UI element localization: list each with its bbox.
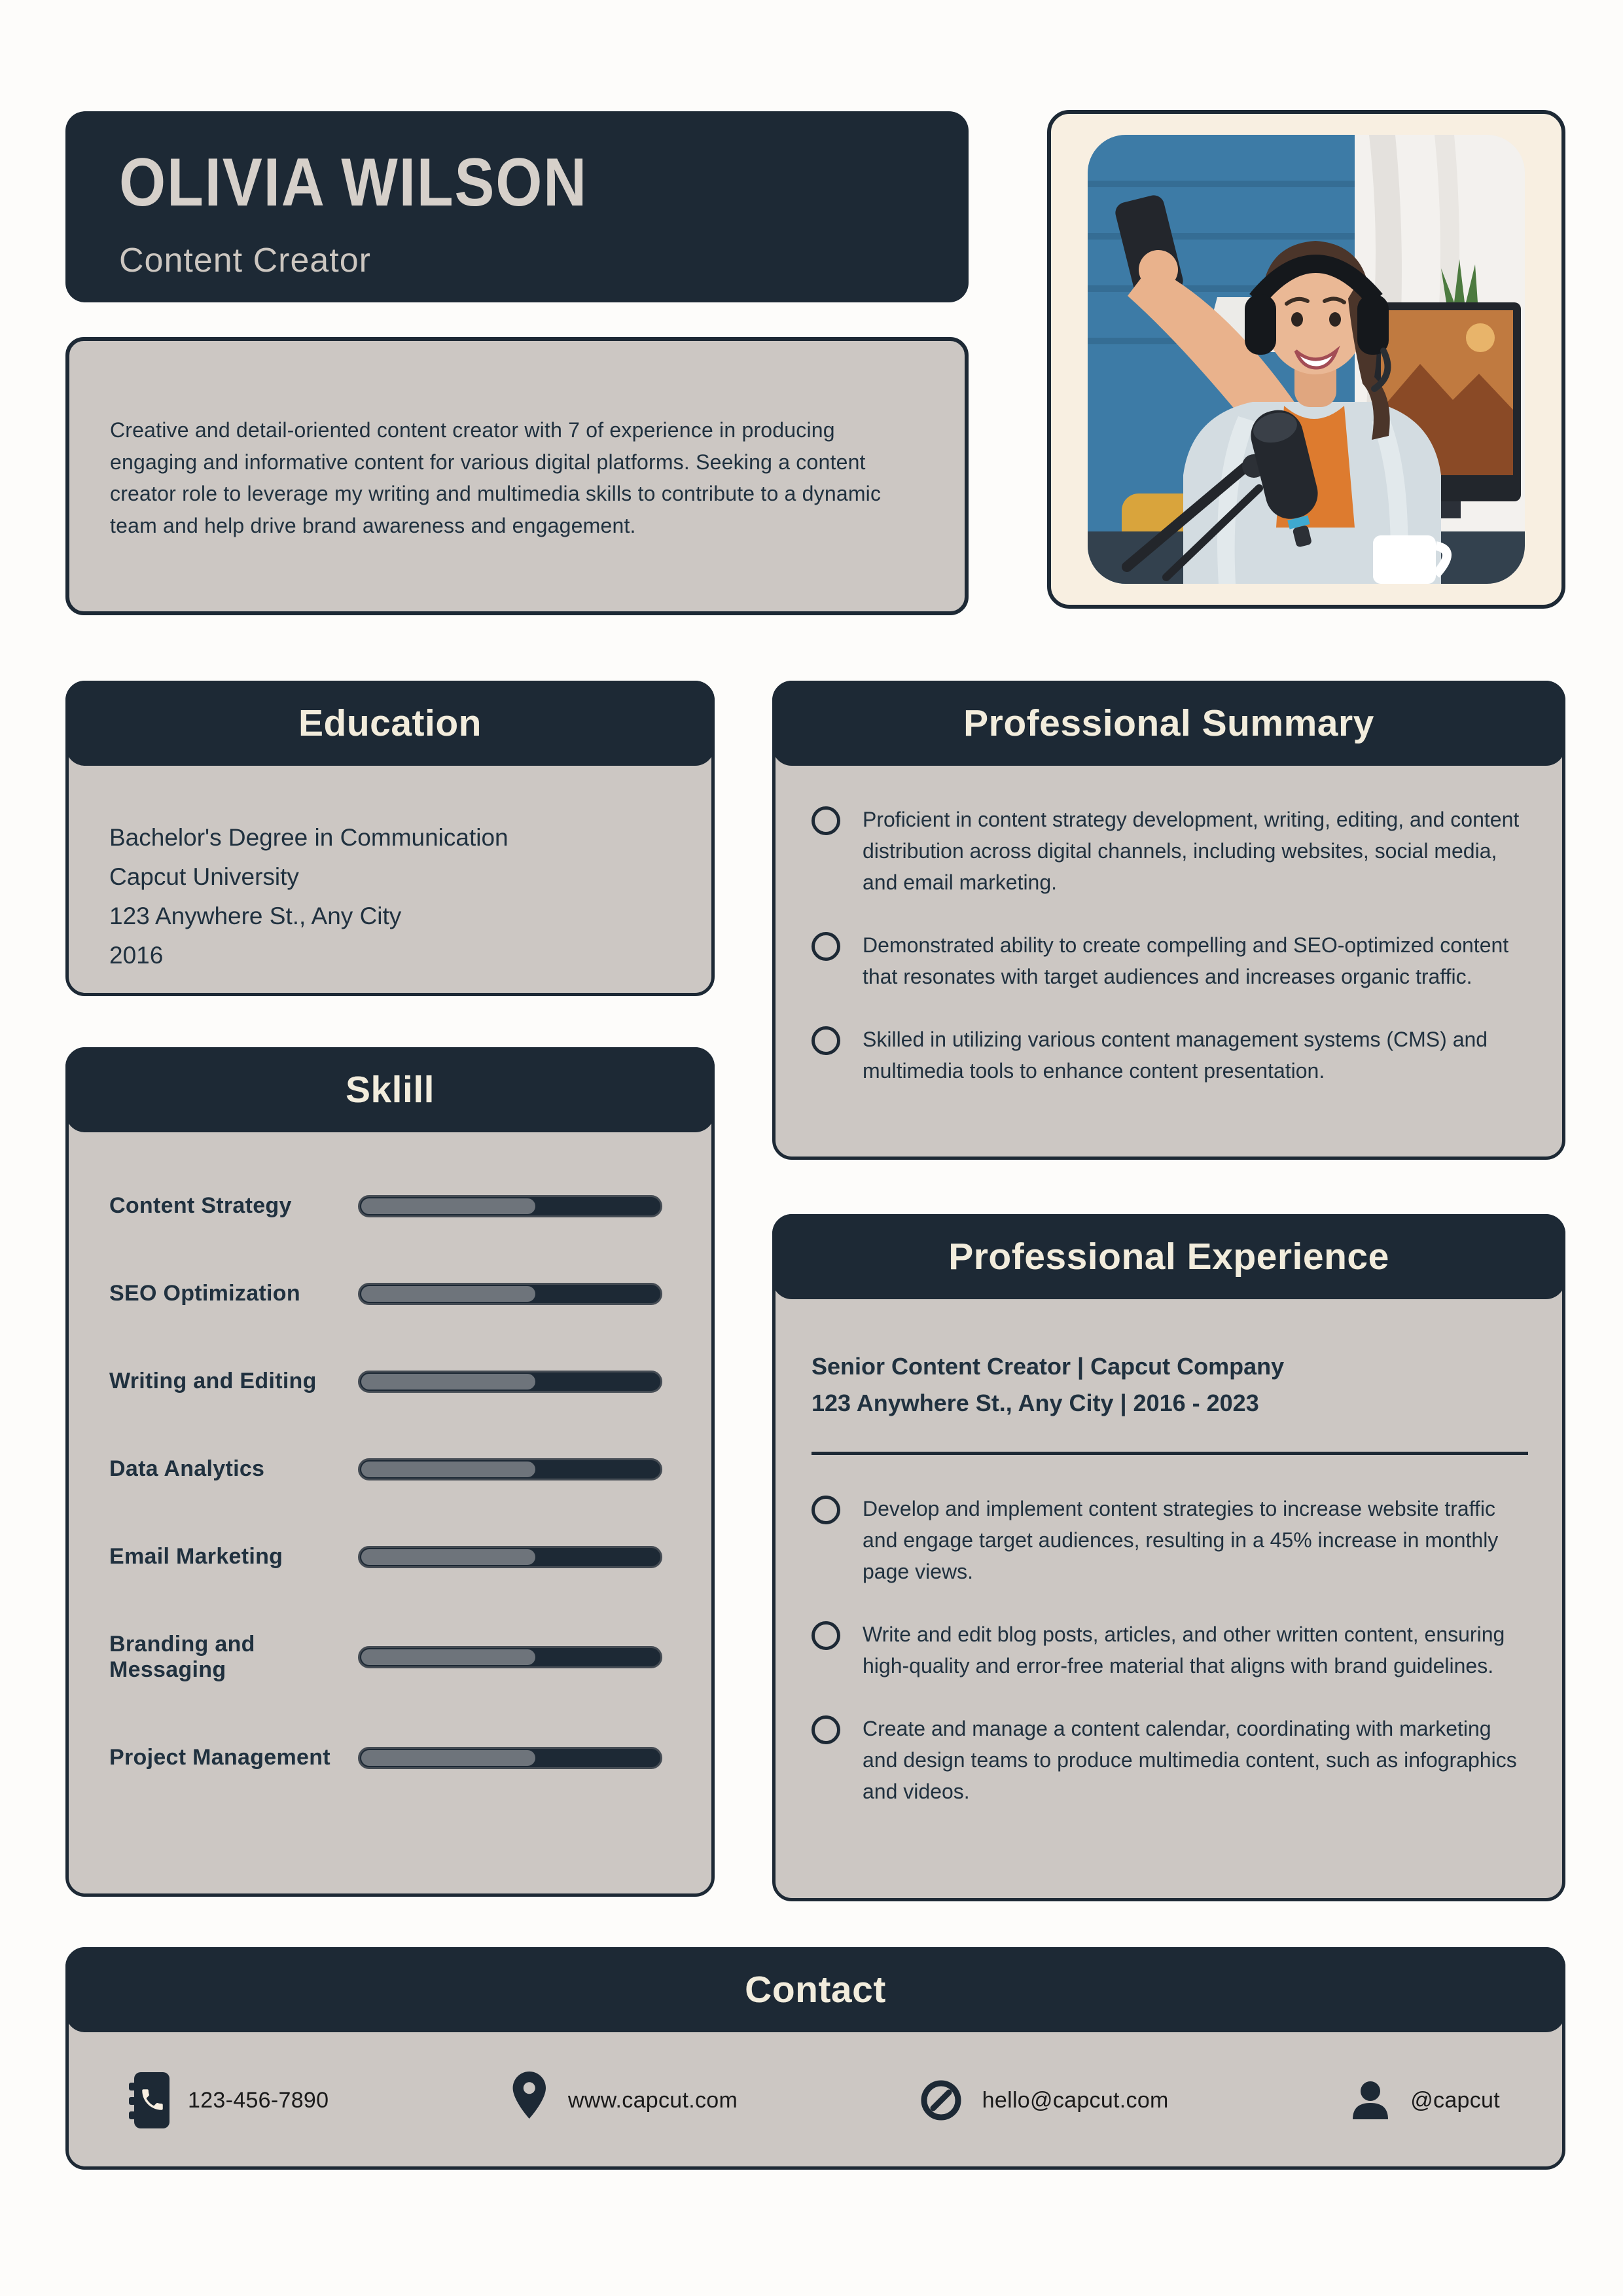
contact-section [65, 1947, 1565, 2170]
education-header [65, 681, 715, 766]
contact-item [509, 2072, 738, 2129]
bullet-text: Proficient in content strategy development, writing, editing, and content distribution across digital channels, including websites, social media, and email marketing. [863, 808, 1520, 894]
contact-text: hello@capcut.com [982, 2087, 1169, 2113]
experience-body [776, 1217, 1562, 1807]
person-name: OLIVIA WILSON [119, 145, 588, 221]
education-line: Capcut University [109, 863, 299, 890]
contact-title: Contact [745, 1969, 886, 2011]
skill-label: Content Strategy [109, 1193, 292, 1218]
experience-location-line: 123 Anywhere St., Any City | 2016 - 2023 [812, 1389, 1259, 1416]
bullet-text: Develop and implement content strategies to increase website traffic and engage target audiences, resulting in a 45% increase in monthly page views. [863, 1496, 1499, 1583]
education-line: Bachelor's Degree in Communication [109, 824, 508, 851]
bullet-text: Create and manage a content calendar, coordinating with marketing and design teams to produce multimedia content, such as infographics and videos. [863, 1716, 1517, 1803]
skill-label: Writing and Editing [109, 1369, 317, 1393]
skill-bar-track [358, 1747, 662, 1769]
bullet-item [812, 929, 1528, 992]
contact-item [918, 2077, 1169, 2123]
skill-bar-track [358, 1195, 662, 1217]
skills-title: Sklill [345, 1069, 435, 1111]
link-icon [918, 2077, 964, 2123]
education-title: Education [298, 702, 482, 744]
phone-icon [129, 2072, 169, 2128]
bullet-item [812, 804, 1528, 898]
skill-bar-fill [361, 1649, 535, 1665]
contact-item [129, 2072, 329, 2128]
contact-text: @capcut [1410, 2087, 1500, 2113]
skill-label: Data Analytics [109, 1456, 265, 1481]
skill-row [69, 1456, 711, 1482]
skill-bar-track [358, 1371, 662, 1393]
contact-text: www.capcut.com [567, 2087, 738, 2113]
contact-icon [1349, 2079, 1392, 2122]
skill-bar-fill [361, 1549, 535, 1565]
skill-rows [69, 1050, 711, 1770]
summary-text: Creative and detail-oriented content creator with 7 of experience in producing engaging and informative content for various digital platforms. Seeking a content creator role to leverage my writing and multimedia skills to contribute to a dynamic team and help drive brand awareness and engagement. [110, 418, 882, 537]
bullet-item [812, 1713, 1528, 1807]
bullet-circle-icon [812, 1621, 840, 1650]
skill-row [69, 1745, 711, 1770]
skill-row [69, 1632, 711, 1683]
education-section [65, 681, 715, 996]
contact-header [65, 1947, 1565, 2032]
skill-bar-fill [361, 1462, 535, 1477]
skill-label: Email Marketing [109, 1544, 283, 1569]
bullet-text: Skilled in utilizing various content management systems (CMS) and multimedia tools to enhance content presentation. [863, 1028, 1488, 1083]
skills-header [65, 1047, 715, 1132]
bullet-circle-icon [812, 806, 840, 835]
header-name-card [65, 111, 969, 302]
experience-title: Professional Experience [948, 1236, 1389, 1278]
education-line: 2016 [109, 941, 164, 969]
contact-icon [918, 2077, 964, 2123]
bullet-item [812, 1024, 1528, 1086]
skill-bar-fill [361, 1374, 535, 1390]
skill-label: Branding and Messaging [109, 1632, 255, 1682]
experience-header [772, 1214, 1565, 1299]
skills-section [65, 1047, 715, 1897]
experience-section [772, 1214, 1565, 1901]
skill-bar-fill [361, 1750, 535, 1766]
skill-label: Project Management [109, 1745, 330, 1770]
skill-row [69, 1544, 711, 1570]
experience-bullets [812, 1493, 1528, 1807]
person-role: Content Creator [119, 242, 371, 279]
profile-photo-illustration [1088, 135, 1525, 584]
location-icon [509, 2072, 550, 2129]
skill-bar-track [358, 1458, 662, 1480]
professional-summary-header [772, 681, 1565, 766]
user-icon [1349, 2079, 1392, 2122]
skill-bar-fill [361, 1286, 535, 1302]
skill-row [69, 1193, 711, 1219]
bullet-text: Demonstrated ability to create compelling and SEO-optimized content that resonates with target audiences and increases organic traffic. [863, 933, 1509, 988]
skill-bar-track [358, 1546, 662, 1568]
bullet-item [812, 1619, 1528, 1681]
contact-icon [129, 2072, 169, 2128]
skill-row [69, 1369, 711, 1394]
experience-role-line: Senior Content Creator | Capcut Company [812, 1353, 1285, 1380]
contact-item [1349, 2079, 1500, 2122]
bullet-circle-icon [812, 932, 840, 961]
skill-label: SEO Optimization [109, 1281, 300, 1306]
education-line: 123 Anywhere St., Any City [109, 902, 402, 929]
professional-summary-section [772, 681, 1565, 1160]
bullet-circle-icon [812, 1496, 840, 1524]
summary-card [65, 337, 969, 615]
professional-summary-title: Professional Summary [963, 702, 1374, 744]
skill-bar-fill [361, 1198, 535, 1214]
contact-icon [509, 2072, 550, 2129]
skill-row [69, 1281, 711, 1306]
bullet-circle-icon [812, 1026, 840, 1055]
bullet-item [812, 1493, 1528, 1587]
bullet-text: Write and edit blog posts, articles, and other written content, ensuring high-quality and error-free material that aligns with brand guidelines. [863, 1622, 1505, 1677]
contact-text: 123-456-7890 [188, 2087, 329, 2113]
bullet-circle-icon [812, 1715, 840, 1744]
experience-divider [812, 1452, 1528, 1455]
skill-bar-track [358, 1646, 662, 1668]
skill-bar-track [358, 1283, 662, 1305]
profile-photo-card [1047, 110, 1565, 609]
